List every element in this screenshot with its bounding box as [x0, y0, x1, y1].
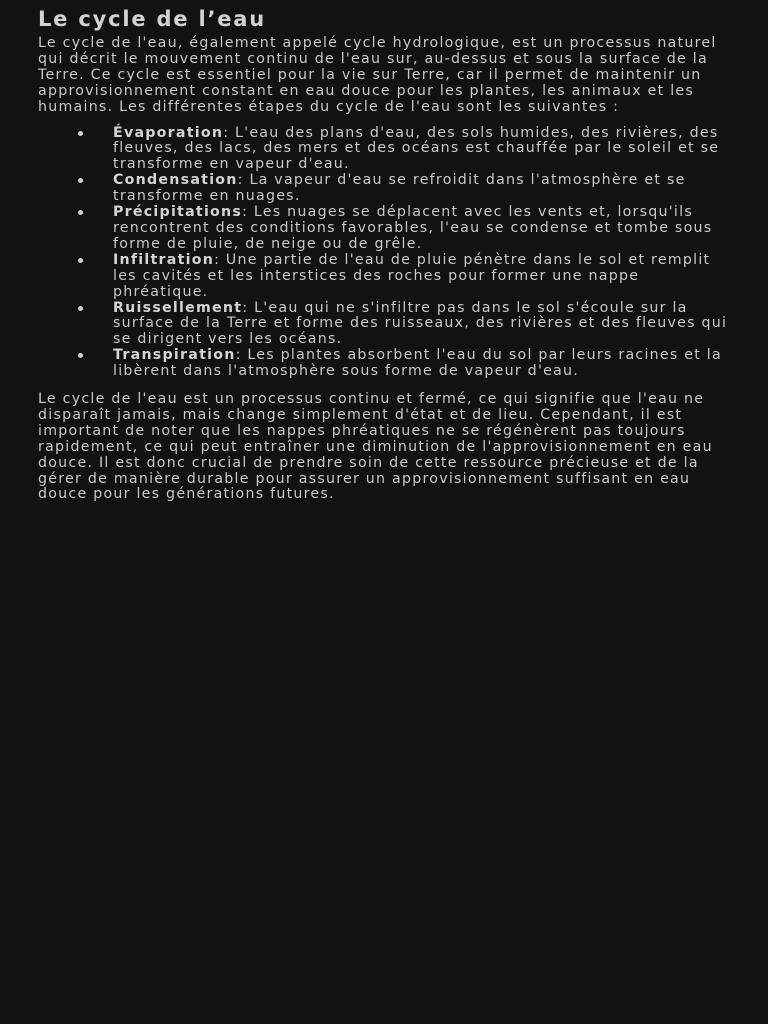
step-description: : Les plantes absorbent l'eau du sol par leurs racines et la libèrent dans l'atmosphère sous forme de vapeur d'eau.	[113, 347, 722, 380]
page-title: Le cycle de l’eau	[38, 7, 266, 31]
step-description: : L'eau qui ne s'infiltre pas dans le sol s'écoule sur la surface de la Terre et forme des ruisseaux, des rivières et des fleuves qui se dirigent vers les océans.	[113, 299, 728, 348]
list-item-precipitations	[113, 205, 732, 253]
list-item-ruissellement	[113, 301, 732, 349]
list-item-condensation	[113, 173, 732, 205]
step-term: Transpiration	[113, 347, 236, 364]
cycle-steps-list	[38, 126, 732, 381]
step-description: : Une partie de l'eau de pluie pénètre dans le sol et remplit les cavités et les interstices des roches pour former une nappe phréatique.	[113, 251, 711, 300]
step-description: : La vapeur d'eau se refroidit dans l'atmosphère et se transforme en nuages.	[113, 172, 686, 205]
list-item-transpiration	[113, 348, 732, 380]
step-term: Condensation	[113, 172, 238, 189]
list-item-evaporation	[113, 126, 732, 174]
step-term: Précipitations	[113, 204, 243, 221]
step-description: : Les nuages se déplacent avec les vents et, lorsqu'ils rencontrent des conditions favorables, l'eau se condense et tombe sous forme de pluie, de neige ou de grêle.	[113, 204, 713, 252]
conclusion-paragraph: Le cycle de l'eau est un processus continu et fermé, ce qui signifie que l'eau ne disparaît jamais, mais change simplement d'état et de lieu. Cependant, il est important de noter que les nappes phréatiques ne se régénèrent pas toujours rapidement, ce qui peut entraîner une diminution de l'approvisionnement en eau douce. Il est donc crucial de prendre soin de cette ressource précieuse et de la gérer de manière durable pour assurer un approvisionnement suffisant en eau douce pour les générations futures.	[38, 391, 713, 503]
list-item-infiltration	[113, 253, 732, 301]
step-description: : L'eau des plans d'eau, des sols humides, des rivières, des fleuves, des lacs, des mers et des océans est chauffée par le soleil et se transforme en vapeur d'eau.	[113, 124, 720, 173]
step-term: Évaporation	[113, 124, 224, 141]
step-term: Infiltration	[113, 251, 215, 268]
step-term: Ruissellement	[113, 299, 243, 316]
intro-paragraph: Le cycle de l'eau, également appelé cycle hydrologique, est un processus naturel qui décrit le mouvement continu de l'eau sur, au-dessus et sous la surface de la Terre. Ce cycle est essentiel pour la vie sur Terre, car il permet de maintenir un approvisionnement constant en eau douce pour les plantes, les animaux et les humains. Les différentes étapes du cycle de l'eau sont les suivantes :	[38, 35, 717, 115]
